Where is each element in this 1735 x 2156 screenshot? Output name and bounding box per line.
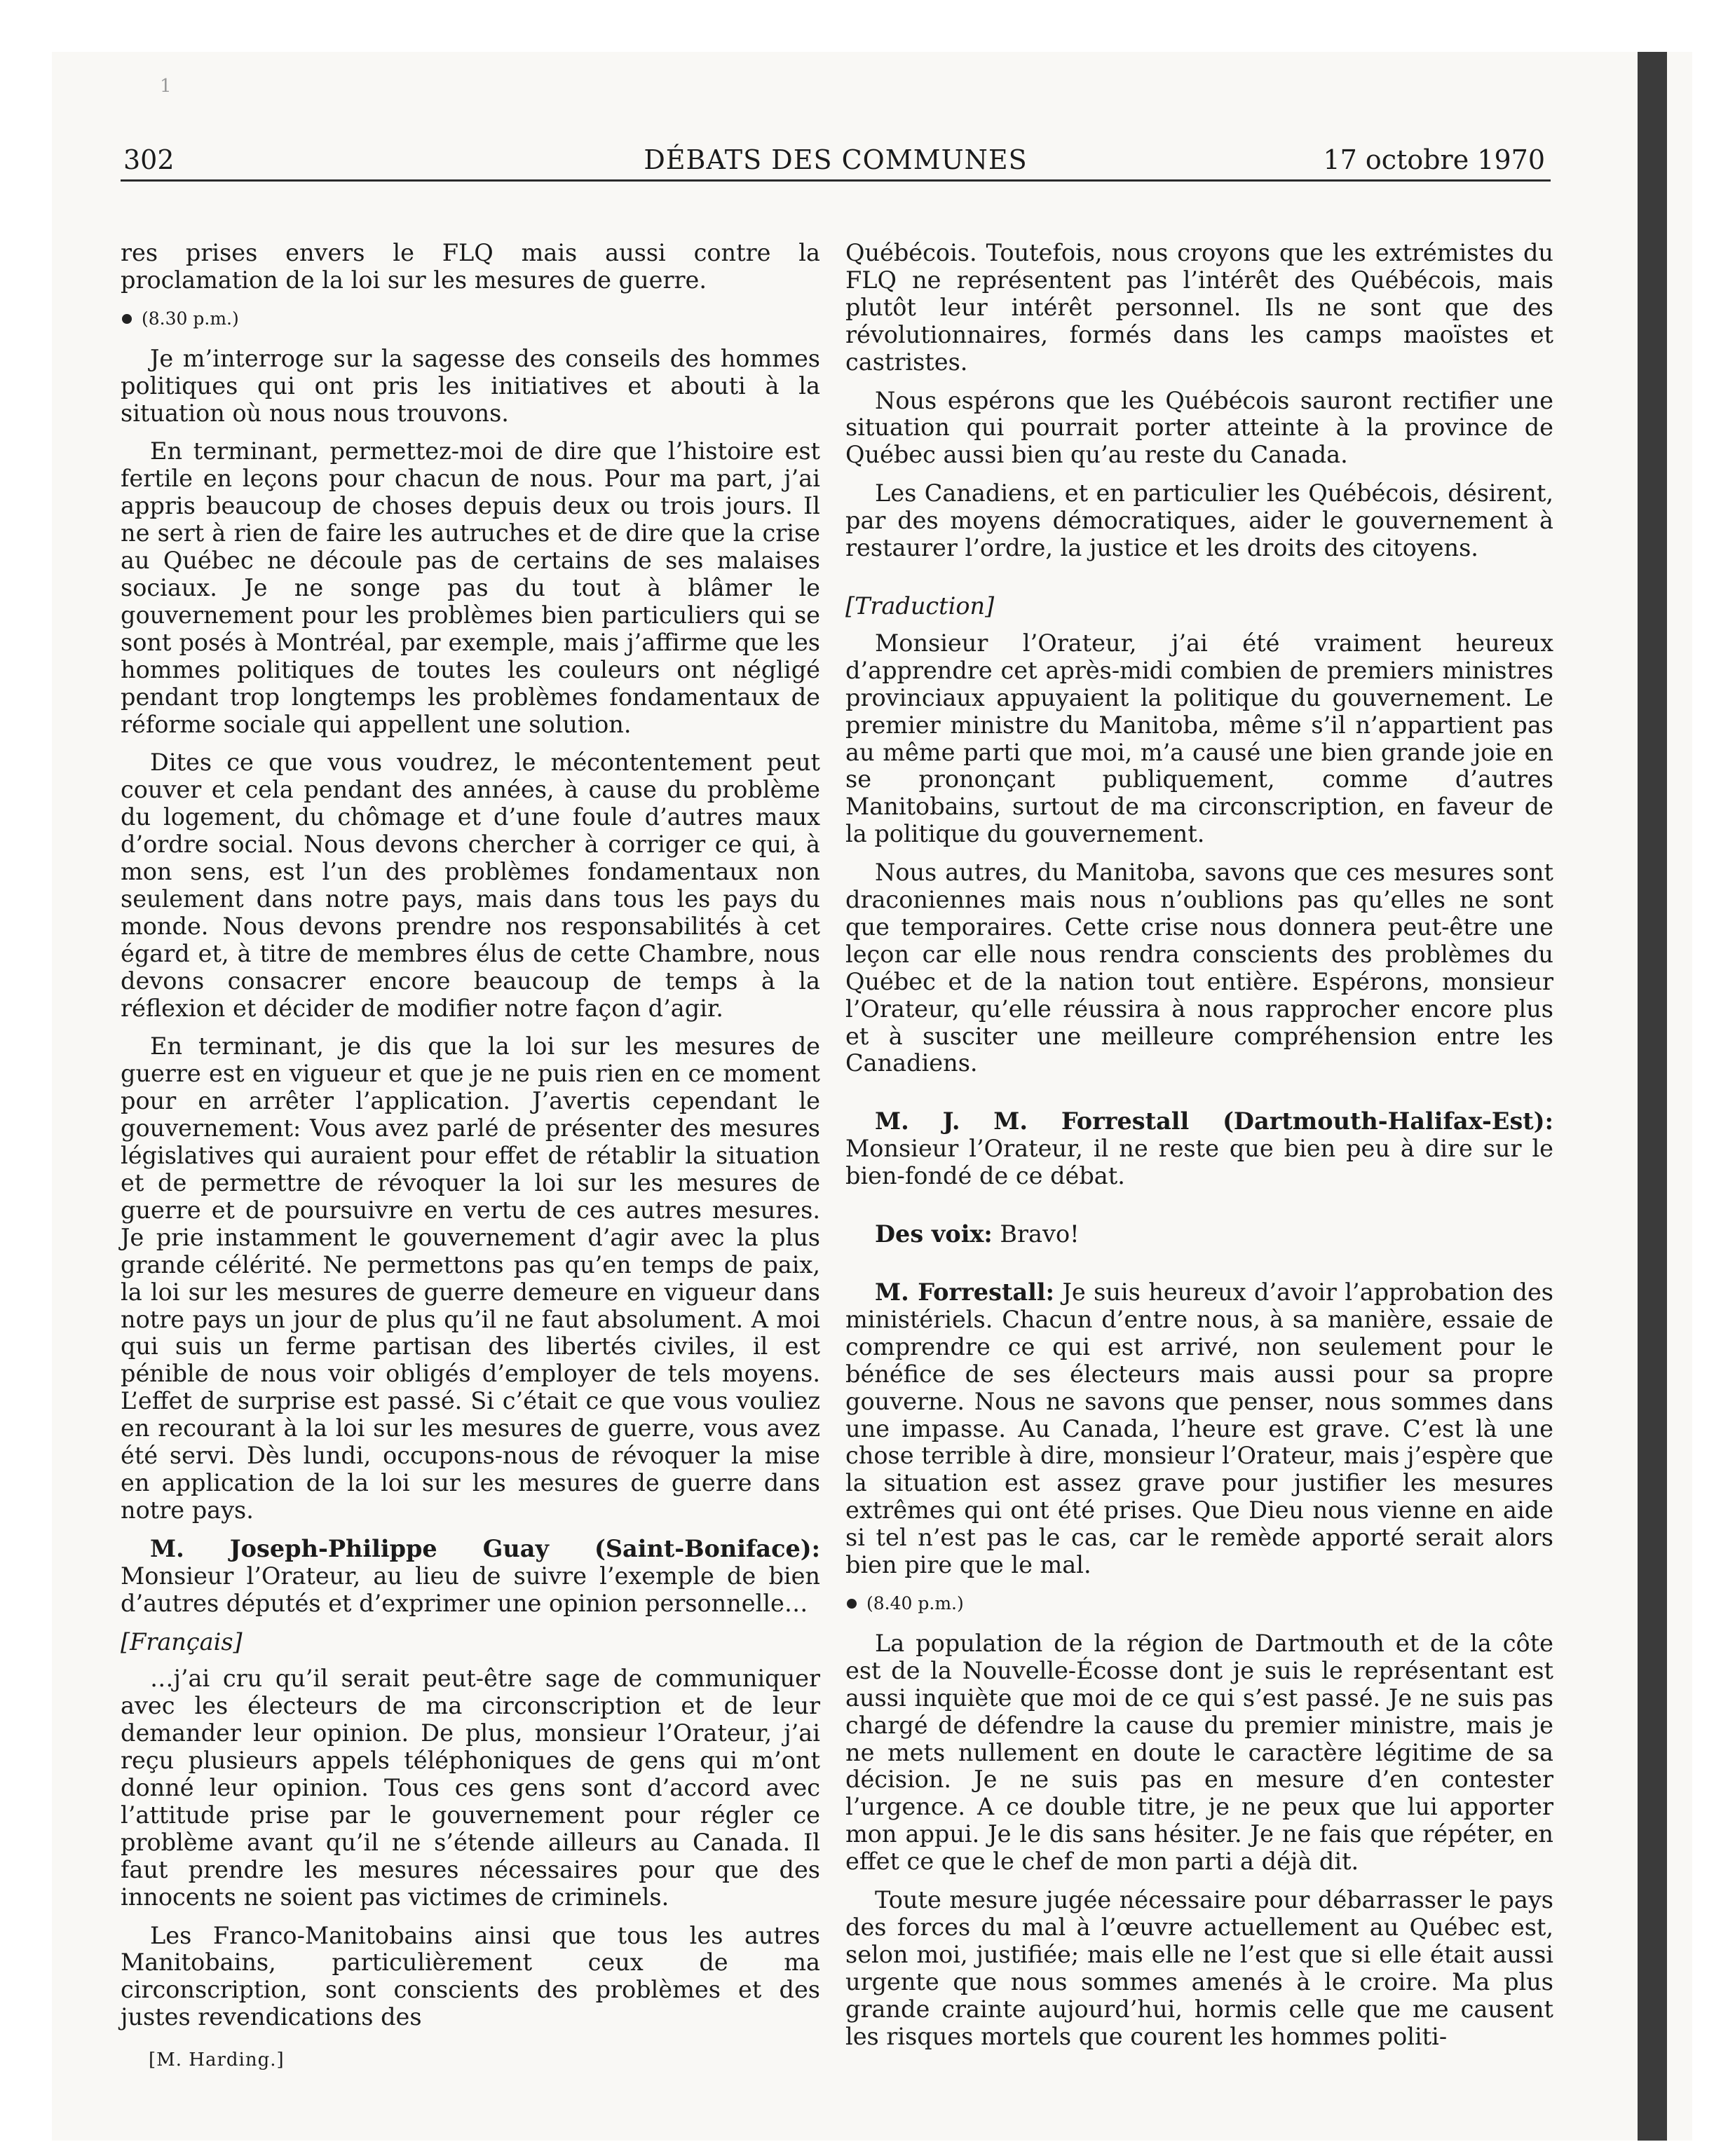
paragraph: Monsieur l’Orateur, j’ai été vraiment heureux d’apprendre cet après-midi combien de premiers ministres provinciaux appuyaient la politique du gouvernement. Le premier ministre du Manitoba, même s’il n’appartient pas au même parti que moi, m’a causé une bien grande joie en se prononçant publiquement, comme d’autres Manitobains, surtout de ma circonscription, en faveur de la politique du gouvernement.: [845, 629, 1553, 848]
right-column: [845, 240, 1553, 2061]
paragraph: En terminant, je dis que la loi sur les mesures de guerre est en vigueur et que je ne puis rien en ce moment pour en arrêter l’application. J’avertis cependant le gouvernement: Vous avez parlé de présenter des mesures législatives qui auraient pour effet de rétablir la situation et de permettre de révoquer la loi sur les mesures de guerre et de poursuivre en vertu de ces autres mesures. Je prie instamment le gouvernement d’agir avec la plus grande célérité. Ne permettons pas qu’en temps de paix, la loi sur les mesures de guerre demeure en vigueur dans notre pays un jour de plus qu’il ne faut absolument. A moi qui suis un ferme partisan des libertés civiles, il est pénible de nous voir obligés d’employer de tels moyens. L’effet de surprise est passé. Si c’était ce que vous vouliez en recourant à la loi sur les mesures de guerre, vous avez été servi. Dès lundi, occupons-nous de révoquer la mise en application de la loi sur les mesures de guerre dans notre pays.: [121, 1032, 820, 1524]
paragraph: Les Canadiens, et en particulier les Québécois, désirent, par des moyens démocratiques, aider le gouvernement à restaurer l’ordre, la justice et les droits des citoyens.: [845, 479, 1553, 562]
speaker-name: M. Forrestall:: [875, 1278, 1054, 1306]
speaker-name: M. J. M. Forrestall (Dartmouth-Halifax-Est):: [875, 1107, 1553, 1135]
time-marker: [121, 306, 820, 333]
speaker-name: M. Joseph-Philippe Guay (Saint-Boniface):: [150, 1534, 820, 1562]
paragraph: res prises envers le FLQ mais aussi contre la proclamation de la loi sur les mesures de guerre.: [121, 239, 820, 294]
speaker-paragraph: [845, 1279, 1553, 1579]
spacer: [845, 1089, 1553, 1108]
page-number: 302: [123, 144, 175, 175]
paragraph: …j’ai cru qu’il serait peut-être sage de communiquer avec les électeurs de ma circonscription et de leur demander leur opinion. De plus, monsieur l’Orateur, j’ai reçu plusieurs appels téléphoniques de gens qui m’ont donné leur opinion. Tous ces gens sont d’accord avec l’attitude prise par le gouvernement pour régler ce problème avant qu’il ne s’étende ailleurs au Canada. Il faut prendre les mesures nécessaires pour que des innocents ne soient pas victimes de criminels.: [121, 1665, 820, 1911]
speaker-paragraph: [845, 1108, 1553, 1190]
left-column: [121, 240, 820, 2074]
language-marker: [Français]: [121, 1628, 243, 1656]
page-header: [121, 137, 1551, 182]
speech-text: Monsieur l’Orateur, il ne reste que bien peu à dire sur le bien-fondé de ce débat.: [845, 1135, 1553, 1190]
column-footer: [M. Harding.]: [149, 2049, 285, 2071]
bullet-icon: [122, 314, 132, 324]
bullet-icon: [847, 1599, 857, 1609]
speech-text: Bravo!: [1000, 1220, 1080, 1248]
speech-text: Je suis heureux d’avoir l’approbation des ministériels. Chacun d’entre nous, à sa manière, essaie de comprendre ce qui est arrivé, non seulement pour le bénéfice de ses électeurs mais aussi pour sa propre gouverne. Nous ne savons que penser, nous sommes dans une impasse. Au Canada, l’heure est grave. C’est là une chose terrible à dire, monsieur l’Orateur, mais j’espère que la situation est assez grave pour justifier les mesures extrêmes qui ont été prises. Que Dieu nous vienne en aide si tel n’est pas le cas, car le remède apporté serait alors bien pire que le mal.: [845, 1278, 1553, 1579]
speaker-paragraph: [845, 1221, 1553, 1248]
time-label: (8.30 p.m.): [142, 308, 239, 329]
language-marker: [Traduction]: [845, 592, 995, 620]
paragraph: Québécois. Toutefois, nous croyons que les extrémistes du FLQ ne représentent pas l’intérêt des Québécois, mais plutôt leur intérêt personnel. Ils ne sont que des révolutionnaires, formés dans les camps maoïstes et castristes.: [845, 239, 1553, 376]
paragraph: Dites ce que vous voudrez, le mécontentement peut couver et cela pendant des années, à cause du problème du logement, du chômage et d’une foule d’autres maux d’ordre social. Nous devons chercher à corriger ce qui, à mon sens, est l’un des problèmes fondamentaux non seulement dans notre pays, mais dans tous les pays du monde. Nous devons prendre nos responsabilités à cet égard et, à titre de membres élus de cette Chambre, nous devons consacrer encore beaucoup de temps à la réflexion et décider de modifier notre façon d’agir.: [121, 749, 820, 1022]
paragraph: Toute mesure jugée nécessaire pour débarrasser le pays des forces du mal à l’œuvre actuellement au Québec est, selon moi, justifiée; mais elle ne l’est que si elle était aussi urgente que nous sommes amenés à le croire. Ma plus grande crainte aujourd’hui, hormis celle que me causent les risques mortels que courent les hommes politi-: [845, 1886, 1553, 2050]
paragraph: Nous espérons que les Québécois sauront rectifier une situation qui pourrait porter atteinte à la province de Québec aussi bien qu’au reste du Canada.: [845, 386, 1553, 469]
time-label: (8.40 p.m.): [866, 1592, 964, 1613]
paragraph: En terminant, permettez-moi de dire que l’histoire est fertile en leçons pour chacun de nous. Pour ma part, j’ai appris beaucoup de choses depuis deux ou trois jours. Il ne sert à rien de faire les autruches et de dire que la crise au Québec ne découle pas de certains de ses malaises sociaux. Je ne songe pas du tout à blâmer le gouvernement pour les problèmes bien particuliers qui se sont posés à Montréal, par exemple, mais j’affirme que les hommes politiques de toutes les couleurs ont négligé pendant trop longtemps les problèmes fondamentaux de réforme sociale qui appellent une solution.: [121, 437, 820, 738]
page-title: DÉBATS DES COMMUNES: [644, 144, 1028, 175]
paragraph: Nous autres, du Manitoba, savons que ces mesures sont draconiennes mais nous n’oublions pas qu’elles ne sont que temporaires. Cette crise nous donnera peut-être une leçon car elle nous rendra conscients des problèmes du Québec et de la nation tout entière. Espérons, monsieur l’Orateur, qu’elle réussira à nous rapprocher encore plus et à susciter une meilleure compréhension entre les Canadiens.: [845, 859, 1553, 1077]
speaker-name: Des voix:: [875, 1220, 993, 1248]
speaker-paragraph: [121, 1536, 820, 1618]
corner-mark: 1: [160, 76, 172, 97]
scan-edge-shadow: [1638, 52, 1667, 2141]
spacer: [845, 1201, 1553, 1221]
spacer: [845, 573, 1553, 593]
paragraph: Je m’interroge sur la sagesse des conseils des hommes politiques qui ont pris les initiatives et abouti à la situation où nous nous trouvons.: [121, 344, 820, 427]
paragraph: La population de la région de Dartmouth et de la côte est de la Nouvelle-Écosse dont je suis le représentant est aussi inquiète que moi de ce qui s’est passé. Je ne suis pas chargé de défendre la cause du premier ministre, mais je ne mets nullement en doute le caractère légitime de sa décision. Je ne suis pas en mesure d’en contester l’urgence. A ce double titre, je ne peux que lui apporter mon appui. Je le dis sans hésiter. Je ne fais que répéter, en effet ce que le chef de mon parti a déjà dit.: [845, 1629, 1553, 1876]
speech-text: Monsieur l’Orateur, au lieu de suivre l’exemple de bien d’autres députés et d’exprimer une opinion personnelle…: [121, 1562, 820, 1617]
paragraph: Les Franco-Manitobains ainsi que tous les autres Manitobains, particulièrement ceux de ma circonscription, sont conscients des problèmes et des justes revendications des: [121, 1921, 820, 2031]
time-marker: [845, 1590, 1553, 1618]
spacer: [845, 1260, 1553, 1279]
page-date: 17 octobre 1970: [1323, 144, 1545, 175]
